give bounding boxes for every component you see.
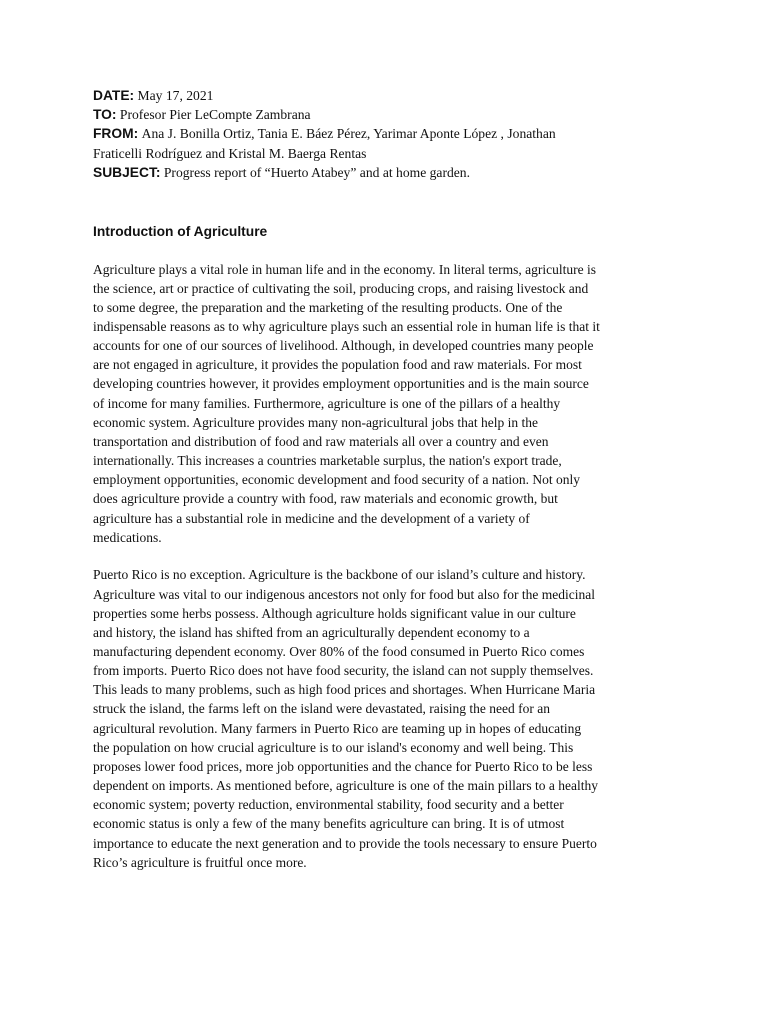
text-line: are not engaged in agriculture, it provides the population food and raw materials. For most [93,357,582,373]
document-page [93,86,683,872]
text-line: of income for many families. Furthermore, agriculture is one of the pillars of a healthy [93,395,561,411]
date-value: May 17, 2021 [137,88,214,103]
text-line: Agriculture plays a vital role in human life and in the economy. In literal terms, agriculture is [93,261,596,277]
subject-label: SUBJECT: [93,164,161,180]
text-line: economic system; poverty reduction, environmental stability, food security and a better [93,797,564,813]
text-line: accounts for one of our sources of livelihood. Although, in developed countries many people [93,338,594,354]
memo-to-line [93,105,683,124]
paragraph-puerto-rico [93,565,683,872]
text-line: manufacturing dependent economy. Over 80% of the food consumed in Puerto Rico comes [93,643,585,659]
text-line: This leads to many problems, such as high food prices and shortages. When Hurricane Maria [93,682,596,698]
from-value: Ana J. Bonilla Ortiz, Tania E. Báez Pérez, Yarimar Aponte López , Jonathan [141,126,556,142]
paragraph-agriculture-intro [93,260,683,547]
text-line: properties some herbs possess. Although agriculture holds significant value in our culture [93,605,576,621]
text-line: proposes lower food prices, more job opportunities and the chance for Puerto Rico to be less [93,758,593,774]
text-line: Puerto Rico is no exception. Agriculture is the backbone of our island’s culture and history. [93,567,586,583]
text-line: medications. [93,529,162,545]
text-line: dependent on imports. As mentioned before, agriculture is one of the main pillars to a healthy [93,778,598,794]
text-line: Rico’s agriculture is fruitful once more. [93,854,307,870]
memo-from-line [93,124,683,143]
text-line: importance to educate the next generation and to provide the tools necessary to ensure Puerto [93,835,597,851]
memo-subject-line [93,163,683,182]
memo-date-line [93,86,683,105]
date-label: DATE: [93,88,135,103]
text-line: transportation and distribution of food and raw materials all over a country and even [93,433,549,449]
text-line: the population on how crucial agriculture is to our island's economy and well being. This [93,739,574,755]
memo-header [93,86,683,182]
text-line: Agriculture was vital to our indigenous ancestors not only for food but also for the medicinal [93,586,596,602]
text-line: indispensable reasons as to why agriculture plays such an essential role in human life is that it [93,318,600,334]
text-line: the science, art or practice of cultivating the soil, producing crops, and raising livestock and [93,280,589,296]
to-label: TO: [93,107,117,123]
from-label: FROM: [93,126,139,142]
text-line: to some degree, the preparation and the marketing of the resulting products. One of the [93,299,563,315]
subject-value: Progress report of “Huerto Atabey” and at home garden. [163,164,471,180]
from-value-continued: Fraticelli Rodríguez and Kristal M. Baerga Rentas [93,145,367,161]
section-heading: Introduction of Agriculture [93,224,268,240]
to-value: Profesor Pier LeCompte Zambrana [119,107,311,123]
text-line: struck the island, the farms left on the island were devastated, raising the need for an [93,701,550,717]
text-line: economic status is only a few of the many benefits agriculture can bring. It is of utmost [93,816,565,832]
text-line: developing countries however, it provides employment opportunities and is the main source [93,376,589,392]
text-line: employment opportunities, economic development and food security of a nation. Not only [93,472,581,488]
text-line: economic system. Agriculture provides many non-agricultural jobs that help in the [93,414,539,430]
text-line: from imports. Puerto Rico does not have food security, the island can not supply themselves. [93,663,594,679]
text-line: agriculture has a substantial role in medicine and the development of a variety of [93,510,530,526]
text-line: internationally. This increases a countries marketable surplus, the nation's export trade, [93,453,562,469]
text-line: and history, the island has shifted from an agriculturally dependent economy to a [93,624,530,640]
text-line: does agriculture provide a country with food, raw materials and economic growth, but [93,491,558,507]
text-line: agricultural revolution. Many farmers in Puerto Rico are teaming up in hopes of educating [93,720,582,736]
